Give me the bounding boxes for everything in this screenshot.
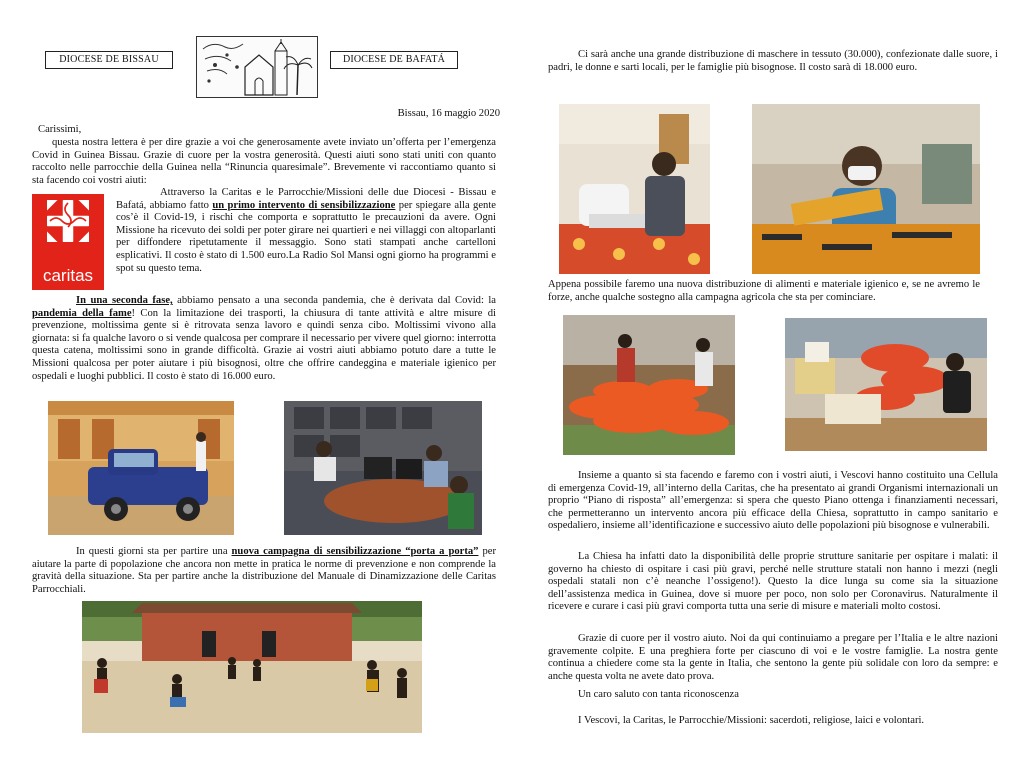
health-structures-paragraph: La Chiesa ha infatti dato la disponibilità delle proprie strutture sanitarie per ospitare i malati: il governo ha chiesto di ospitare i casi più gravi, perché nelle strutture statali non hanno i mezzi (negli ospedali statali non c’è neanche l’ossigeno!). Questo la dice lunga su come sia la situazione dell’assistenza medica in Guinea, dove si muore per poco, non solo per Coronavirus. Naturalmente il ricevere e curare i casi più gravi comporta tutta una serie di misure e materiali molto costosi. <box>548 551 998 613</box>
diocese-bafata-label: DIOCESE DE BAFATÁ <box>342 54 446 65</box>
diocese-bafata-box <box>330 51 458 69</box>
first-intervention-paragraph <box>116 187 496 275</box>
photo-supplies-donation <box>785 318 987 451</box>
food-distribution-paragraph: Appena possibile faremo una nuova distribuzione di alimenti e materiale igienico e, se ne avremo le forze, anche qualche sostegno alla campagna agricola che sta per cominciare. <box>548 279 980 303</box>
emergency-cell-paragraph: Insieme a quanto si sta facendo e faremo con i vostri aiuti, i Vescovi hanno costituito una Cellula di emergenza Covid-19, all’interno della Caritas, che ha presentato ai grandi Organismi internazionali un proprio “Piano di risposta” all’emergenza: si spera che questo Piano ottenga i finanziamenti necessari, che permetteranno un intervento ancora più efficace della Chiesa, soprattutto in campo sanitario e ospedaliero, insieme all’identificazione e successivo aiuto delle popolazioni più bisognose e vulnerabili. <box>548 470 998 532</box>
masks-paragraph: Ci sarà anche una grande distribuzione di maschere in tessuto (30.000), confezionate dalle suore, i padri, le donne e sarti locali, per le famiglie più bisognose. Il costo sarà di 18.000 euro. <box>548 49 998 73</box>
p2-highlight-hunger: pandemia della fame <box>32 307 132 319</box>
p3-text-c: per aiutare la parte di popolazione che ancora non mette in pratica le norme di prevenzione e non comprende la gravità della situazione. Sta per partire anche la distribuzione del Manuale di Dinamizzazione delle Caritas Parrocchiali. <box>32 546 496 595</box>
photo-woman-with-mask <box>752 104 980 274</box>
photo-pickup-truck <box>48 401 234 535</box>
church-logo <box>196 36 318 98</box>
p3-highlight: nuova campagna di sensibilizzazione “porta a porta” <box>231 546 479 557</box>
second-phase-paragraph <box>32 295 496 383</box>
thanks-paragraph: Grazie di cuore per il vostro aiuto. Noi da qui continuiamo a pregare per l’Italia e le altre nazioni gravemente colpite. E una preghiera forte per ciascuno di voi e le vostre famiglie. La nostra gente continua a chiedere come sta la gente in Italia, che sentono la gente più solidale con loro da sempre: e anche questa volta ne avete dato prova. <box>548 633 998 682</box>
p1-text-a: Attraverso la Caritas e le Parrocchie/Missioni delle due Diocesi - Bissau e Bafatá, abbiamo fatto <box>116 187 496 211</box>
p1-highlight: un primo intervento di sensibilizzazione <box>212 199 396 211</box>
letter-date: Bissau, 16 maggio 2020 <box>397 108 500 119</box>
diocese-bissau-box <box>45 51 173 69</box>
photo-sewing-machine <box>559 104 710 274</box>
p3-text-a: In questi giorni sta per partire una <box>76 546 232 557</box>
photo-rice-sacks <box>563 315 735 455</box>
photo-radio-studio <box>284 401 482 535</box>
closing-greeting: Un caro saluto con tanta riconoscenza <box>578 689 739 700</box>
intro-paragraph: questa nostra lettera è per dire grazie a voi che generosamente avete inviato un’offerta per l’emergenza Covid in Guinea Bissau. Grazie di cuore per la vostra generosità. Questi aiuti sono stati uniti con quanto raccolto nelle parrocchie della Guinea nella “Rinuncia quaresimale”. Brevemente vi raccontiamo quanto si sta facendo coi vostri aiuti: <box>32 137 496 186</box>
p2-highlight-phase: In una seconda fase, <box>76 295 173 306</box>
p1-text-c: per spiegare alla gente cos’è il Covid-19, i rischi che comporta e soprattutto le precauzioni da avere. Ogni Missione ha ricevuto dei soldi per poter girare nei quartieri e nei villaggi con altoparlanti per diffondere ripetutamente il messaggio. Sono stati stampati anche cartelloni esplicativi. Il costo è stato di 1.500 euro.La Radio Sol Mansi ogni giorno ha programmi e spot su questo tema. <box>116 199 496 274</box>
signature: I Vescovi, la Caritas, le Parrocchie/Missioni: sacerdoti, religiose, laici e volontari. <box>578 715 925 726</box>
caritas-logo-text: caritas <box>42 266 94 285</box>
p2-text-d: ! Con la limitazione dei trasporti, la chiusura di tante attività e altre misure di prevenzione, moltissima gente si è ritrovata senza lavoro e quindi senza cibo. Moltissimi vivono alla giornata: si fa qualche lavoro o si vende qualcosa per comprare il necessario per vivere quel giorno: interrotta questa catena, moltissimi sono in grande difficoltà. Grazie ai vostri aiuti abbiamo potuto dare a tutte le Missioni qualcosa per poter aiutare i più bisognosi, oltre che offrire candeggina e materiale igienico per ospedali e luoghi pubblici. Il costo è stato di 16.000 euro. <box>32 307 496 382</box>
door-to-door-paragraph <box>32 546 496 596</box>
salutation: Carissimi, <box>38 124 82 135</box>
diocese-bissau-label: DIOCESE DE BISSAU <box>59 54 159 65</box>
photo-village-meeting <box>82 601 422 733</box>
p2-text-b: abbiamo pensato a una seconda pandemia, che è derivata dal Covid: la <box>172 295 497 306</box>
caritas-logo <box>32 194 104 290</box>
